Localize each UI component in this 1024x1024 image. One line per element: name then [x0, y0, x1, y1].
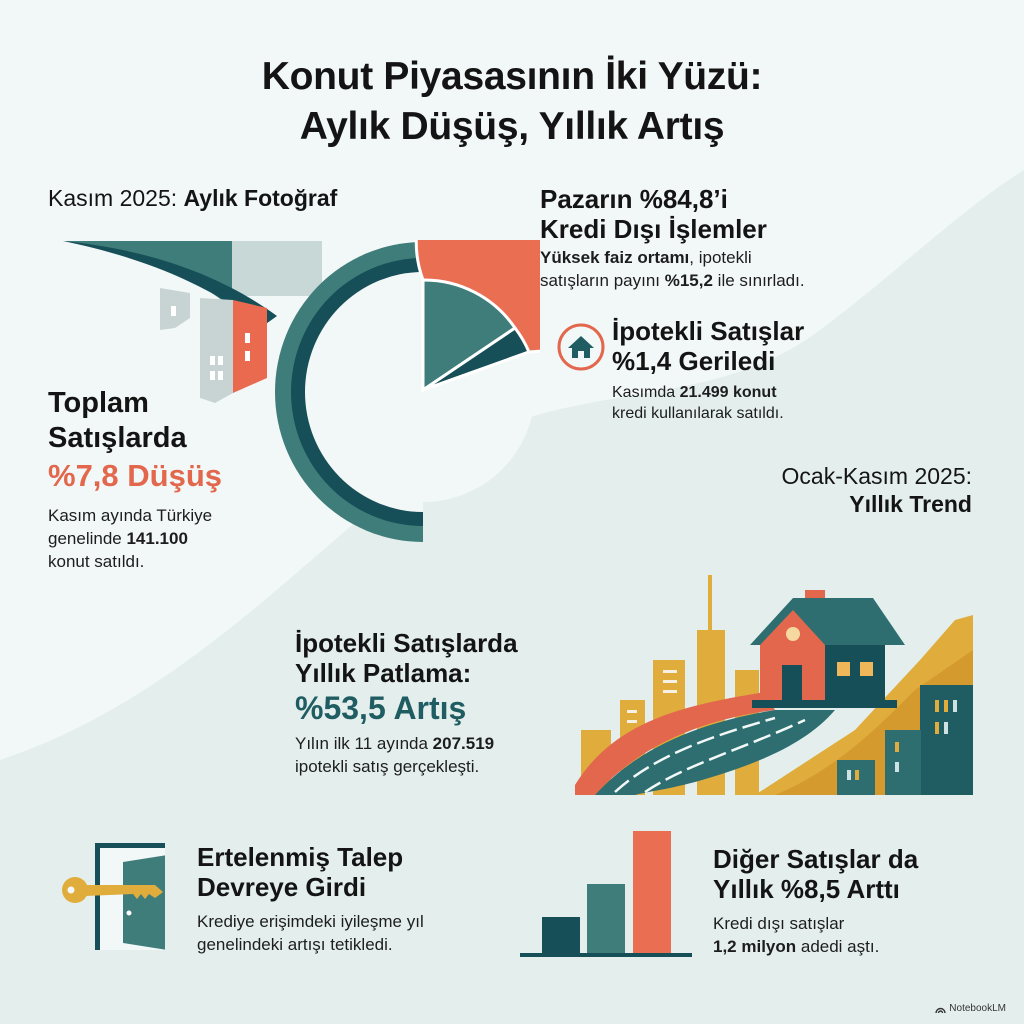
- total-sales-desc-1: Kasım ayında Türkiye: [48, 506, 213, 525]
- other-sales-heading-2: Yıllık %8,5 Arttı: [713, 874, 900, 904]
- rising-house-illustration: [575, 570, 980, 795]
- non-credit-heading-1: Pazarın %84,8’i: [540, 184, 728, 214]
- total-sales-highlight: %7,8 Düşüş: [48, 458, 223, 493]
- mortgage-boom-block: [295, 628, 595, 778]
- mortgage-monthly-heading-1: İpotekli Satışlar: [612, 316, 805, 346]
- page-title: [0, 52, 1024, 152]
- notebooklm-logo-icon: [935, 1005, 946, 1013]
- annual-section-label: [782, 462, 972, 518]
- non-credit-desc-2-prefix: satışların payını: [540, 271, 665, 290]
- mortgage-monthly-desc: [612, 382, 872, 424]
- total-sales-desc-3: konut satıldı.: [48, 552, 145, 571]
- non-credit-desc-rest: , ipotekli: [689, 248, 752, 267]
- non-credit-desc-bold: Yüksek faiz ortamı: [540, 248, 690, 267]
- annual-label-line-1: Ocak-Kasım 2025:: [781, 463, 972, 489]
- other-sales-block: [713, 844, 1003, 958]
- mortgage-boom-count: 207.519: [432, 734, 495, 753]
- watermark-text: NotebookLM: [949, 1003, 1006, 1014]
- pent-up-heading-2: Devreye Girdi: [197, 872, 367, 902]
- pent-up-heading-1: Ertelenmiş Talep: [197, 842, 404, 872]
- other-sales-desc-1: Kredi dışı satışlar: [713, 914, 845, 933]
- mortgage-boom-heading-1: İpotekli Satışlarda: [295, 628, 518, 658]
- pent-up-desc-1: Krediye erişimdeki iyileşme yıl: [197, 912, 424, 931]
- non-credit-desc-2-suffix: ile sınırladı.: [712, 271, 805, 290]
- title-line-1: Konut Piyasasının İki Yüzü:: [261, 55, 763, 98]
- house-icon: [556, 322, 606, 372]
- bar-chart-icon: [520, 828, 695, 960]
- monthly-label-bold: Aylık Fotoğraf: [183, 185, 338, 211]
- annual-label-line-2: Yıllık Trend: [849, 491, 972, 517]
- mortgage-monthly-heading-2: %1,4 Geriledi: [612, 346, 776, 376]
- other-sales-count: 1,2 milyon: [713, 937, 797, 956]
- total-sales-desc-2: genelinde: [48, 529, 127, 548]
- other-sales-desc-2: adedi aştı.: [796, 937, 880, 956]
- title-line-2: Aylık Düşüş, Yıllık Artış: [299, 105, 725, 148]
- pent-up-desc-2: genelindeki artışı tetikledi.: [197, 935, 393, 954]
- pent-up-demand-block: [197, 842, 507, 956]
- mortgage-share-value: %15,2: [664, 271, 713, 290]
- monthly-section-label: [48, 184, 337, 212]
- mortgage-monthly-count: 21.499 konut: [679, 384, 777, 401]
- total-sales-heading-1: Toplam: [48, 387, 149, 419]
- non-credit-share-block: [540, 184, 880, 292]
- total-sales-block: [48, 386, 308, 573]
- monthly-label-prefix: Kasım 2025:: [48, 185, 184, 211]
- other-sales-heading-1: Diğer Satışlar da: [713, 844, 919, 874]
- mortgage-monthly-desc-prefix: Kasımda: [612, 384, 680, 401]
- watermark: [935, 1003, 1006, 1014]
- mortgage-monthly-icon: [556, 322, 606, 372]
- mortgage-boom-heading-2: Yıllık Patlama:: [295, 658, 472, 688]
- total-sales-heading-2: Satışlarda: [48, 422, 187, 454]
- total-sales-count: 141.100: [126, 529, 188, 548]
- non-credit-heading-2: Kredi Dışı İşlemler: [540, 214, 767, 244]
- mortgage-boom-highlight: %53,5 Artış: [295, 690, 467, 726]
- mortgage-boom-desc-2: ipotekli satış gerçekleşti.: [295, 757, 480, 776]
- mortgage-monthly-block: [612, 316, 872, 376]
- key-door-icon: [55, 840, 165, 950]
- mortgage-monthly-desc-2: kredi kullanılarak satıldı.: [612, 405, 784, 422]
- mortgage-boom-desc-prefix: Yılın ilk 11 ayında: [295, 734, 433, 753]
